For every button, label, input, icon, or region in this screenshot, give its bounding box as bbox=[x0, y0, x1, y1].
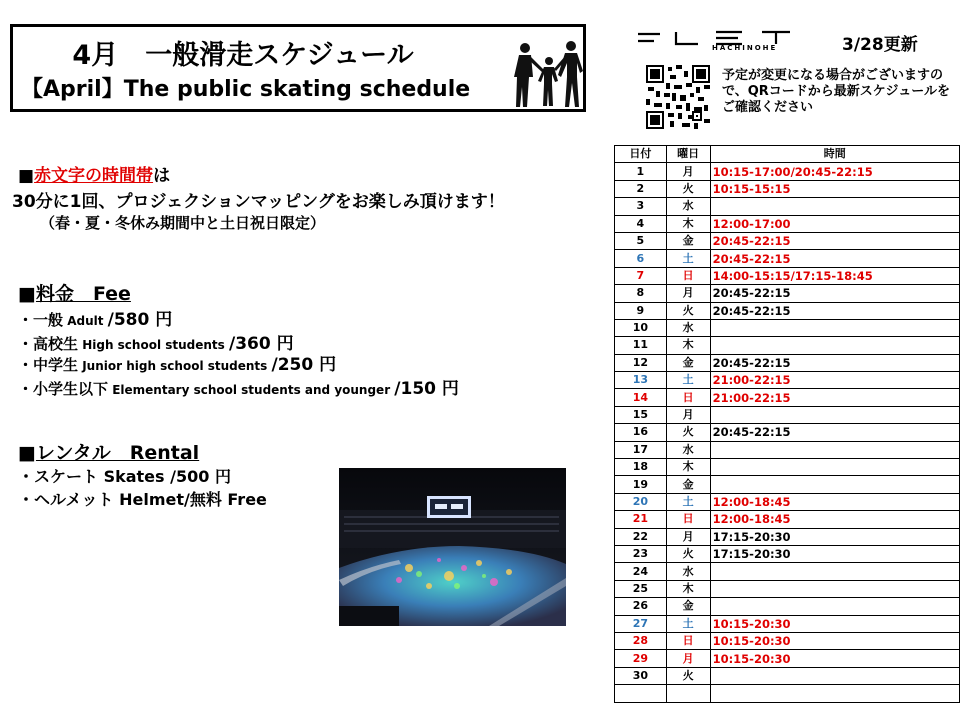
page-title-english: 【April】The public skating schedule bbox=[21, 77, 471, 102]
rink-photo bbox=[339, 468, 566, 626]
red-time-label: 赤文字の時間帯 bbox=[34, 166, 154, 186]
date-cell: 23 bbox=[615, 545, 667, 562]
weekday-cell bbox=[666, 685, 710, 702]
weekday-cell: 火 bbox=[666, 302, 710, 319]
date-cell: 11 bbox=[615, 337, 667, 354]
table-row bbox=[615, 685, 960, 702]
weekday-cell: 水 bbox=[666, 319, 710, 336]
update-notice: 予定が変更になる場合がございますので、QRコードから最新スケジュールをご確認ください bbox=[722, 68, 951, 115]
rental-row: ・ヘルメット Helmet/無料 Free bbox=[18, 490, 267, 509]
title-box bbox=[10, 24, 586, 112]
rental-heading bbox=[18, 438, 199, 465]
date-cell: 28 bbox=[615, 632, 667, 649]
table-row bbox=[615, 406, 960, 423]
fee-row bbox=[18, 350, 336, 375]
date-cell: 15 bbox=[615, 406, 667, 423]
header-weekday: 曜日 bbox=[666, 146, 710, 163]
time-cell: 12:00-17:00 bbox=[710, 215, 959, 232]
weekday-cell: 日 bbox=[666, 267, 710, 284]
table-row bbox=[615, 667, 960, 684]
table-row bbox=[615, 424, 960, 441]
table-row bbox=[615, 598, 960, 615]
time-cell: 20:45-22:15 bbox=[710, 250, 959, 267]
weekday-cell: 金 bbox=[666, 598, 710, 615]
weekday-cell: 月 bbox=[666, 528, 710, 545]
time-cell bbox=[710, 319, 959, 336]
table-row bbox=[615, 476, 960, 493]
weekday-cell: 木 bbox=[666, 459, 710, 476]
weekday-cell: 月 bbox=[666, 285, 710, 302]
bullet-square: ■ bbox=[18, 283, 36, 305]
date-cell: 6 bbox=[615, 250, 667, 267]
table-row bbox=[615, 372, 960, 389]
table-row bbox=[615, 580, 960, 597]
weekday-cell: 火 bbox=[666, 545, 710, 562]
fee-row bbox=[18, 374, 459, 399]
time-cell: 20:45-22:15 bbox=[710, 354, 959, 371]
time-cell bbox=[710, 198, 959, 215]
date-cell bbox=[615, 685, 667, 702]
time-cell bbox=[710, 563, 959, 580]
date-cell: 22 bbox=[615, 528, 667, 545]
table-row bbox=[615, 180, 960, 197]
update-date: 3/28更新 bbox=[842, 35, 918, 55]
time-cell: 17:15-20:30 bbox=[710, 528, 959, 545]
table-row bbox=[615, 441, 960, 458]
fee-category-en: Junior high school students bbox=[78, 359, 272, 373]
projection-description: 30分に1回、プロジェクションマッピングをお楽しみ頂けます！ bbox=[12, 192, 505, 212]
date-cell: 24 bbox=[615, 563, 667, 580]
date-cell: 19 bbox=[615, 476, 667, 493]
time-cell bbox=[710, 667, 959, 684]
time-cell: 14:00-15:15/17:15-18:45 bbox=[710, 267, 959, 284]
fee-category-jp: ・中学生 bbox=[18, 356, 79, 374]
date-cell: 16 bbox=[615, 424, 667, 441]
time-cell: 20:45-22:15 bbox=[710, 302, 959, 319]
fee-category-en: Adult bbox=[63, 314, 108, 328]
fee-price: /360 円 bbox=[229, 334, 294, 354]
date-cell: 27 bbox=[615, 615, 667, 632]
schedule-header-row bbox=[615, 146, 960, 163]
time-cell bbox=[710, 406, 959, 423]
fee-heading-text: 料金 Fee bbox=[35, 283, 131, 305]
weekday-cell: 金 bbox=[666, 354, 710, 371]
table-row bbox=[615, 615, 960, 632]
time-cell bbox=[710, 337, 959, 354]
table-row bbox=[615, 163, 960, 180]
time-cell: 17:15-20:30 bbox=[710, 545, 959, 562]
fee-row bbox=[18, 305, 172, 330]
fee-category-jp: ・高校生 bbox=[18, 335, 79, 353]
time-cell bbox=[710, 685, 959, 702]
weekday-cell: 土 bbox=[666, 493, 710, 510]
date-cell: 14 bbox=[615, 389, 667, 406]
fee-price: /580 円 bbox=[107, 310, 173, 330]
weekday-cell: 月 bbox=[666, 163, 710, 180]
table-row bbox=[615, 563, 960, 580]
weekday-cell: 金 bbox=[666, 232, 710, 249]
date-cell: 26 bbox=[615, 598, 667, 615]
table-row bbox=[615, 528, 960, 545]
page-title: 4月 一般滑走スケジュール bbox=[72, 40, 414, 71]
table-row bbox=[615, 267, 960, 284]
time-cell: 12:00-18:45 bbox=[710, 493, 959, 510]
table-row bbox=[615, 354, 960, 371]
date-cell: 10 bbox=[615, 319, 667, 336]
time-cell: 21:00-22:15 bbox=[710, 389, 959, 406]
date-cell: 9 bbox=[615, 302, 667, 319]
table-row bbox=[615, 319, 960, 336]
table-row bbox=[615, 632, 960, 649]
weekday-cell: 土 bbox=[666, 615, 710, 632]
date-cell: 2 bbox=[615, 180, 667, 197]
date-cell: 18 bbox=[615, 459, 667, 476]
date-cell: 20 bbox=[615, 493, 667, 510]
header-date: 日付 bbox=[615, 146, 667, 163]
table-row bbox=[615, 302, 960, 319]
time-cell bbox=[710, 580, 959, 597]
weekday-cell: 日 bbox=[666, 389, 710, 406]
fee-price: /150 円 bbox=[394, 379, 459, 399]
time-cell: 20:45-22:15 bbox=[710, 232, 959, 249]
time-cell bbox=[710, 459, 959, 476]
fee-category-jp: ・小学生以下 bbox=[18, 380, 109, 398]
weekday-cell: 月 bbox=[666, 650, 710, 667]
projection-period-note: （春・夏・冬休み期間中と土日祝日限定） bbox=[40, 214, 326, 232]
logo-subtitle: HACHINOHE bbox=[712, 44, 778, 52]
weekday-cell: 土 bbox=[666, 250, 710, 267]
weekday-cell: 日 bbox=[666, 632, 710, 649]
time-cell: 20:45-22:15 bbox=[710, 285, 959, 302]
table-row bbox=[615, 285, 960, 302]
date-cell: 1 bbox=[615, 163, 667, 180]
fee-heading bbox=[18, 279, 131, 306]
weekday-cell: 日 bbox=[666, 511, 710, 528]
weekday-cell: 木 bbox=[666, 580, 710, 597]
weekday-cell: 火 bbox=[666, 667, 710, 684]
family-silhouette-icon bbox=[509, 39, 589, 109]
schedule-body bbox=[615, 163, 960, 702]
table-row bbox=[615, 232, 960, 249]
table-row bbox=[615, 650, 960, 667]
date-cell: 8 bbox=[615, 285, 667, 302]
weekday-cell: 金 bbox=[666, 476, 710, 493]
time-cell bbox=[710, 476, 959, 493]
weekday-cell: 水 bbox=[666, 563, 710, 580]
time-cell: 10:15-20:30 bbox=[710, 632, 959, 649]
date-cell: 4 bbox=[615, 215, 667, 232]
table-row bbox=[615, 250, 960, 267]
header-time: 時間 bbox=[710, 146, 959, 163]
time-cell: 21:00-22:15 bbox=[710, 372, 959, 389]
weekday-cell: 土 bbox=[666, 372, 710, 389]
fee-category-en: High school students bbox=[78, 338, 229, 352]
time-cell: 10:15-20:30 bbox=[710, 615, 959, 632]
table-row bbox=[615, 337, 960, 354]
table-row bbox=[615, 215, 960, 232]
fee-category-en: Elementary school students and younger bbox=[108, 383, 395, 397]
weekday-cell: 木 bbox=[666, 215, 710, 232]
date-cell: 17 bbox=[615, 441, 667, 458]
table-row bbox=[615, 459, 960, 476]
weekday-cell: 火 bbox=[666, 424, 710, 441]
date-cell: 13 bbox=[615, 372, 667, 389]
date-cell: 30 bbox=[615, 667, 667, 684]
table-row bbox=[615, 545, 960, 562]
time-cell: 12:00-18:45 bbox=[710, 511, 959, 528]
bullet-square: ■ bbox=[18, 166, 35, 186]
time-cell bbox=[710, 441, 959, 458]
table-row bbox=[615, 389, 960, 406]
time-cell: 10:15-17:00/20:45-22:15 bbox=[710, 163, 959, 180]
weekday-cell: 火 bbox=[666, 180, 710, 197]
projection-heading-suffix: は bbox=[153, 166, 171, 186]
qr-code[interactable] bbox=[646, 65, 710, 129]
date-cell: 21 bbox=[615, 511, 667, 528]
time-cell bbox=[710, 598, 959, 615]
time-cell: 10:15-15:15 bbox=[710, 180, 959, 197]
time-cell: 20:45-22:15 bbox=[710, 424, 959, 441]
projection-heading bbox=[18, 161, 170, 186]
rental-row: ・スケート Skates /500 円 bbox=[18, 467, 231, 486]
date-cell: 3 bbox=[615, 198, 667, 215]
table-row bbox=[615, 493, 960, 510]
date-cell: 25 bbox=[615, 580, 667, 597]
schedule-table bbox=[614, 145, 960, 703]
fee-price: /250 円 bbox=[271, 355, 337, 375]
date-cell: 29 bbox=[615, 650, 667, 667]
table-row bbox=[615, 198, 960, 215]
weekday-cell: 月 bbox=[666, 406, 710, 423]
time-cell: 10:15-20:30 bbox=[710, 650, 959, 667]
bullet-square: ■ bbox=[18, 442, 36, 464]
fee-category-jp: ・一般 bbox=[18, 311, 64, 329]
weekday-cell: 木 bbox=[666, 337, 710, 354]
weekday-cell: 水 bbox=[666, 198, 710, 215]
weekday-cell: 水 bbox=[666, 441, 710, 458]
date-cell: 7 bbox=[615, 267, 667, 284]
date-cell: 5 bbox=[615, 232, 667, 249]
date-cell: 12 bbox=[615, 354, 667, 371]
rental-heading-text: レンタル Rental bbox=[35, 442, 200, 464]
table-row bbox=[615, 511, 960, 528]
